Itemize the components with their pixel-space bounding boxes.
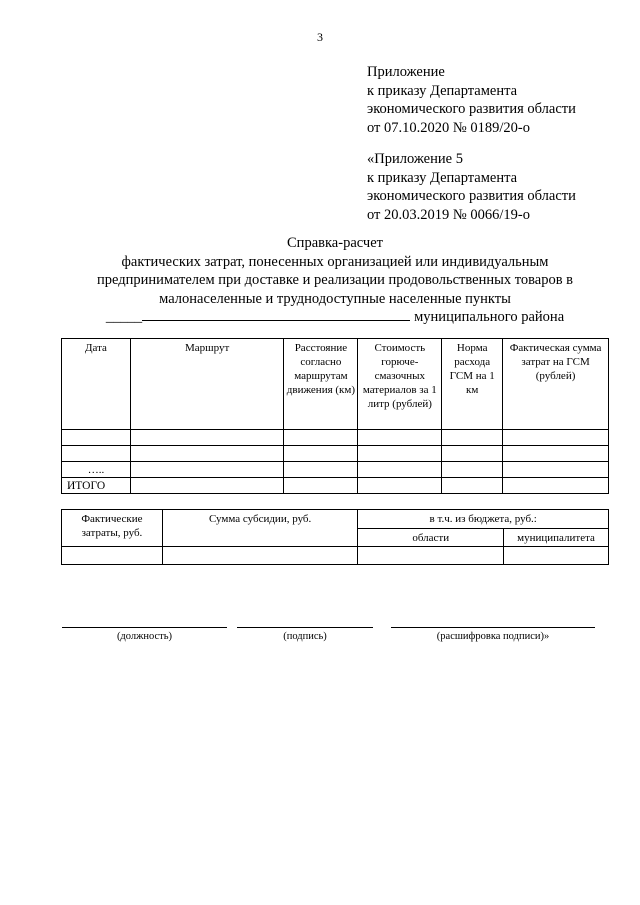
col-fuel-norm: Норма расхода ГСМ на 1 км xyxy=(442,339,503,430)
total-row xyxy=(62,478,609,494)
title-line: фактических затрат, понесенных организацией или индивидуальным xyxy=(121,253,549,270)
appendix-line: к приказу Департамента xyxy=(367,169,518,186)
signature-line: (подпись) xyxy=(237,627,373,642)
page-number: 3 xyxy=(317,30,323,44)
table-row xyxy=(62,547,609,565)
col-actual-costs: Фактические затраты, руб. xyxy=(62,510,163,547)
col-fuel-cost: Стоимость горюче-смазочных материалов за 1 литр (рублей) xyxy=(358,339,442,430)
title-heading: Справка-расчет xyxy=(287,235,383,251)
col-budget-group: в т.ч. из бюджета, руб.: xyxy=(358,510,609,529)
district-suffix: муниципального района xyxy=(414,309,565,325)
appendix-5-note xyxy=(367,150,576,224)
title-line: предпринимателем при доставке и реализации продовольственных товаров в xyxy=(96,272,574,288)
appendix-line: экономического развития области xyxy=(367,188,576,204)
table-row xyxy=(62,430,609,446)
appendix-line: Приложение xyxy=(367,64,445,80)
table-header-row xyxy=(62,510,609,529)
document-title xyxy=(60,234,610,327)
table-header-row xyxy=(62,339,609,430)
expense-table xyxy=(61,338,609,494)
table-row xyxy=(62,446,609,462)
district-prefix: _____ xyxy=(105,309,143,325)
col-distance: Расстояние согласно маршрутам движения (км) xyxy=(284,339,358,430)
ellipsis-cell[interactable]: ….. xyxy=(62,462,131,478)
position-signature-line: (должность) xyxy=(62,627,227,642)
total-label: ИТОГО xyxy=(62,478,131,494)
appendix-note xyxy=(367,63,576,137)
table-row xyxy=(62,462,609,478)
col-municipality: муниципалитета xyxy=(504,528,609,547)
district-blank-field[interactable] xyxy=(142,308,410,321)
col-date: Дата xyxy=(62,339,131,430)
subsidy-table xyxy=(61,509,609,565)
district-line xyxy=(60,308,610,327)
signature-decoding-line: (расшифровка подписи)» xyxy=(391,627,595,642)
col-region: области xyxy=(358,528,504,547)
appendix-line: от 07.10.2020 № 0189/20-о xyxy=(367,119,530,136)
appendix-line: к приказу Департамента xyxy=(367,82,518,99)
col-subsidy-sum: Сумма субсидии, руб. xyxy=(162,510,358,547)
appendix-line: «Приложение 5 xyxy=(367,151,463,167)
appendix-line: экономического развития области xyxy=(367,101,576,117)
col-route: Маршрут xyxy=(130,339,284,430)
title-line: малонаселенные и труднодоступные населенные пункты xyxy=(159,290,511,307)
appendix-line: от 20.03.2019 № 0066/19-о xyxy=(367,206,530,223)
col-actual-sum: Фактическая сумма затрат на ГСМ (рублей) xyxy=(503,339,609,430)
